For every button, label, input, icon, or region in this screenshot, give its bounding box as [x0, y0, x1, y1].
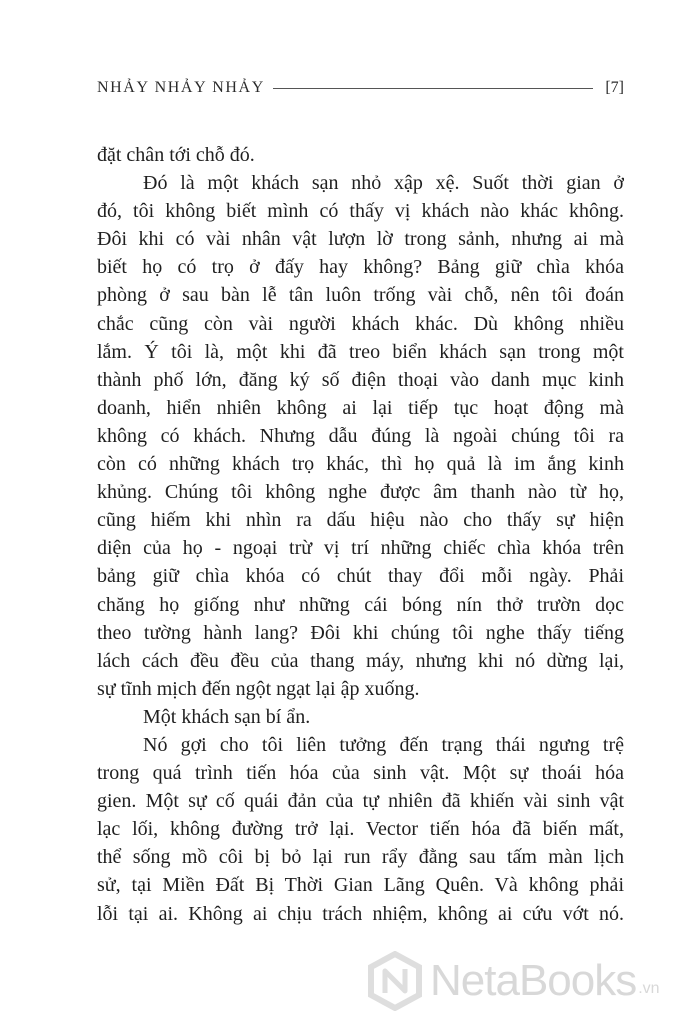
text-line: lắm. Ý tôi là, một khi đã treo biển khách sạn trong một — [97, 340, 624, 363]
watermark-tld: .vn — [638, 980, 660, 997]
text-line: doanh, hiển nhiên không ai lại tiếp tục hoạt động mà — [97, 396, 624, 419]
text-line: thể sống mồ côi bị bỏ lại run rẩy đằng sau tấm màn lịch — [97, 846, 624, 869]
text-line: theo tường hành lang? Đôi khi chúng tôi nghe thấy tiếng — [97, 621, 624, 644]
body-text — [97, 141, 624, 928]
text-line: sự tĩnh mịch đến ngột ngạt lại ập xuống. — [97, 677, 420, 700]
text-line: diện của họ - ngoại trừ vị trí những chiếc chìa khóa trên — [97, 537, 624, 560]
text-line: không có khách. Nhưng dẫu đúng là ngoài chúng tôi ra — [97, 424, 624, 447]
text-line: Đó là một khách sạn nhỏ xập xệ. Suốt thời gian ở — [143, 172, 624, 195]
text-line: chắc cũng còn vài người khách khác. Dù không nhiều — [97, 312, 624, 335]
text-line: lạc lối, không đường trở lại. Vector tiến hóa đã biến mất, — [97, 818, 624, 841]
text-line: biết họ có trọ ở đấy hay không? Bảng giữ chìa khóa — [97, 256, 624, 279]
page-number: [7] — [605, 79, 624, 96]
text-line: bảng giữ chìa khóa có chút thay đổi mỗi ngày. Phải — [97, 565, 624, 588]
text-line: thành phố lớn, đăng ký số điện thoại vào danh mục kinh — [97, 368, 624, 391]
text-line: còn có những khách trọ khác, thì họ quả là im ắng kinh — [97, 453, 624, 476]
book-title: NHẢY NHẢY NHẢY — [97, 79, 265, 96]
text-line: phòng ở sau bàn lễ tân luôn trống vài chỗ, nên tôi đoán — [97, 284, 624, 307]
header-rule — [273, 88, 593, 89]
text-line: sử, tại Miền Đất Bị Thời Gian Lãng Quên. Và không phải — [97, 874, 624, 897]
netabooks-watermark — [366, 946, 686, 1016]
text-line: Một khách sạn bí ẩn. — [143, 705, 311, 728]
text-line: cũng hiếm khi nhìn ra dấu hiệu nào cho thấy sự hiện — [97, 509, 624, 532]
text-line: Đôi khi có vài nhân vật lượn lờ trong sảnh, nhưng ai mà — [97, 228, 624, 251]
netabooks-logo-icon — [366, 951, 424, 1011]
text-line: đó, tôi không biết mình có thấy vị khách nào khác không. — [97, 200, 624, 223]
text-line: chăng họ giống như những cái bóng nín thở trườn dọc — [97, 593, 624, 616]
text-line: trong quá trình tiến hóa của sinh vật. Một sự thoái hóa — [97, 762, 624, 785]
text-line: gien. Một sự cố quái đản của tự nhiên đã khiến vài sinh vật — [97, 790, 624, 813]
text-line: lỗi tại ai. Không ai chịu trách nhiệm, không ai cứu vớt nó. — [97, 902, 624, 925]
running-header — [97, 76, 624, 100]
watermark-brand: NetaBooks — [430, 956, 637, 1005]
text-line: khủng. Chúng tôi không nghe được âm thanh nào từ họ, — [97, 481, 624, 504]
text-line: lách cách đều đều của thang máy, nhưng khi nó dừng lại, — [97, 649, 624, 672]
text-line: đặt chân tới chỗ đó. — [97, 144, 255, 166]
text-line: Nó gợi cho tôi liên tưởng đến trạng thái ngưng trệ — [143, 733, 624, 756]
